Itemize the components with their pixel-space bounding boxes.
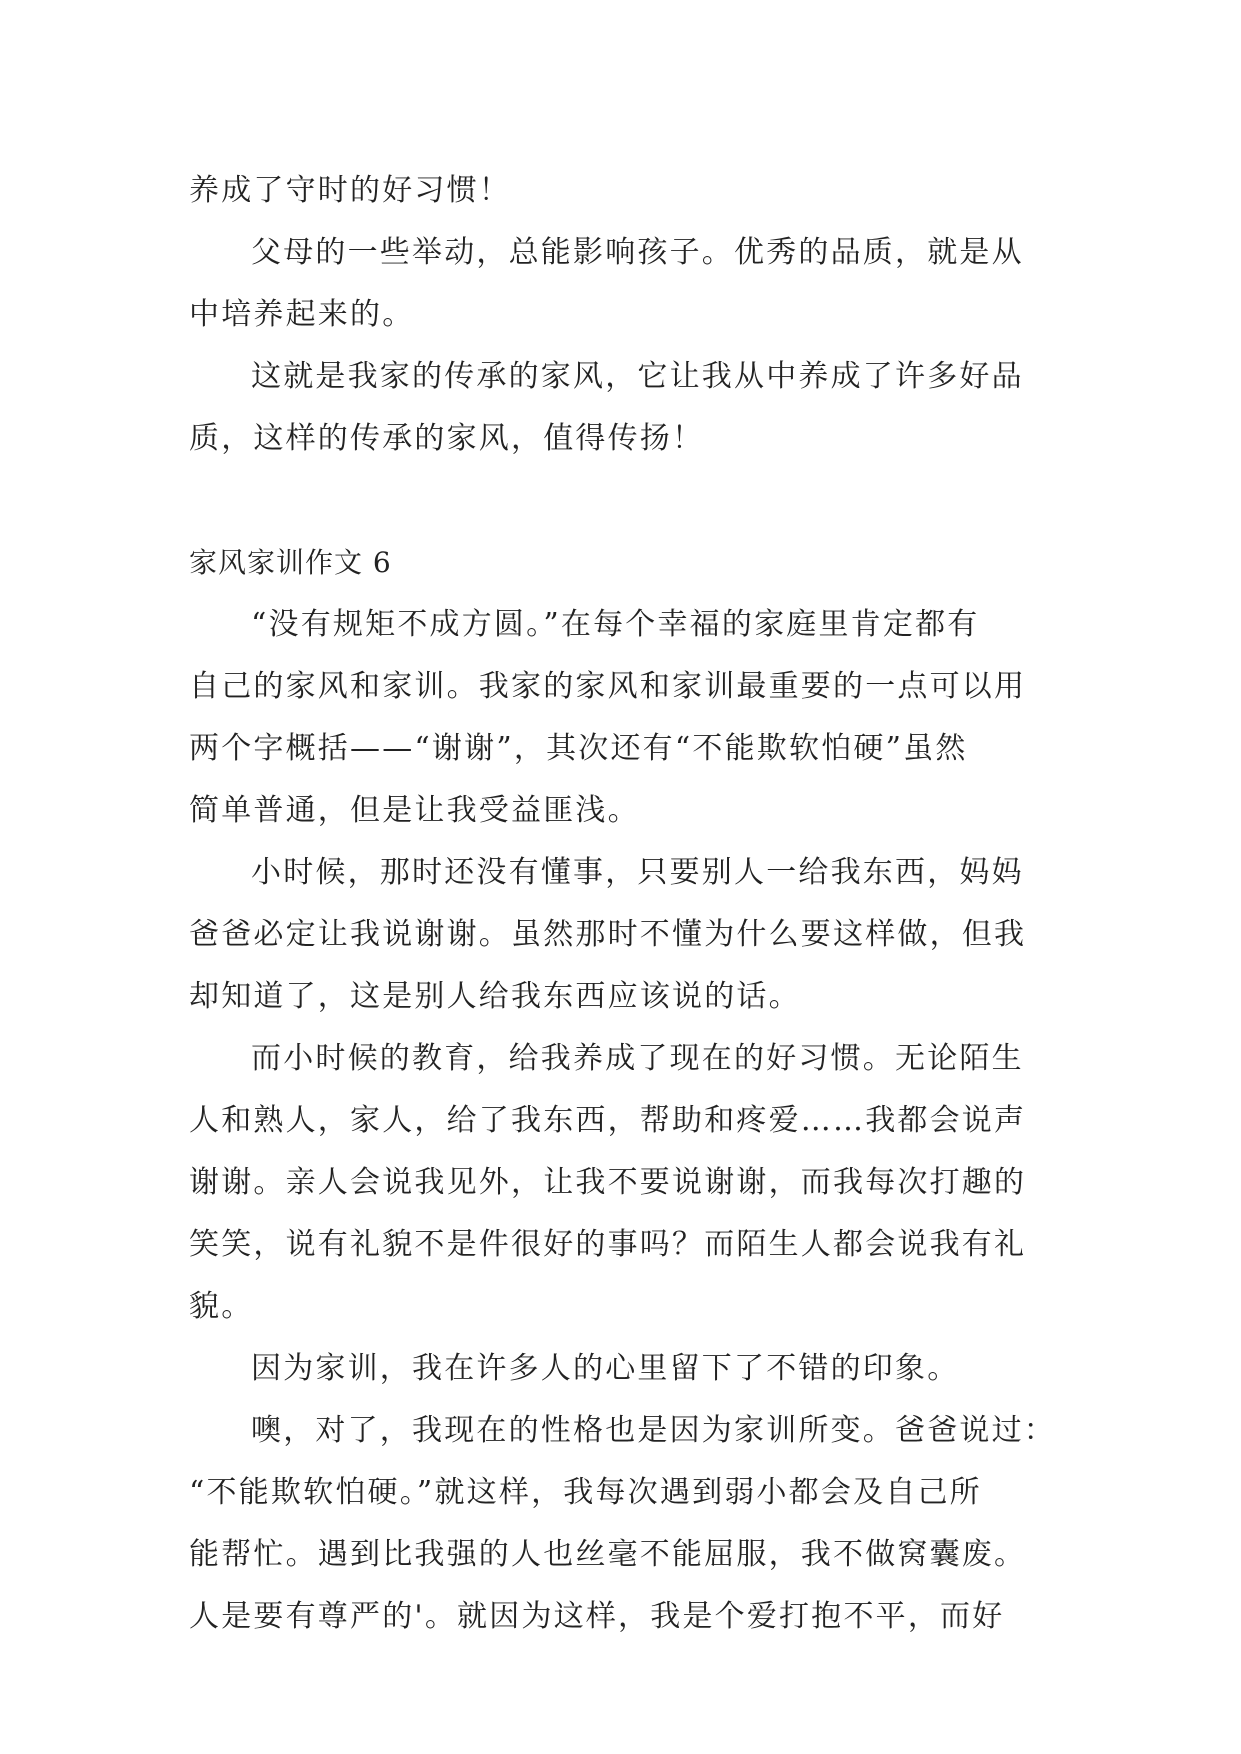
paragraph-parents-influence (189, 222, 1069, 346)
text-line: 小时候，那时还没有懂事，只要别人一给我东西，妈妈 (251, 855, 1024, 890)
paragraph-rules (189, 594, 1069, 842)
text-line: 简单普通，但是让我受益匪浅。 (189, 793, 640, 828)
text-line: 能帮忙。遇到比我强的人也丝毫不能屈服，我不做窝囊废。 (189, 1537, 1027, 1572)
text-line: 噢，对了，我现在的性格也是因为家训所变。爸爸说过： (251, 1413, 1056, 1448)
text-line: 因为家训，我在许多人的心里留下了不错的印象。 (251, 1351, 960, 1386)
text-line: 中培养起来的。 (189, 297, 415, 332)
document-page (189, 160, 1069, 1648)
text-line: 两个字概括——“谢谢”，其次还有“不能欺软怕硬”虽然 (189, 731, 968, 766)
essay-heading: 家风家训作文 6 (189, 546, 392, 579)
paragraph-personality (189, 1400, 1069, 1648)
paragraph-continued (189, 160, 1069, 222)
text-line: 质，这样的传承的家风，值得传扬！ (189, 421, 705, 456)
text-line: 貌。 (189, 1289, 254, 1324)
text-line: 人是要有尊严的'。就因为这样，我是个爱打抱不平，而好 (189, 1599, 1005, 1634)
text-line: 这就是我家的传承的家风，它让我从中养成了许多好品 (251, 359, 1024, 394)
text-line: 养成了守时的好习惯！ (189, 173, 511, 208)
text-line: “不能欺软怕硬。”就这样，我每次遇到弱小都会及自己所 (189, 1475, 982, 1510)
text-line: 爸爸必定让我说谢谢。虽然那时不懂为什么要这样做，但我 (189, 917, 1027, 952)
text-line: 而小时候的教育，给我养成了现在的好习惯。无论陌生 (251, 1041, 1024, 1076)
text-line: 父母的一些举动，总能影响孩子。优秀的品质，就是从 (251, 235, 1024, 270)
text-line: 人和熟人，家人，给了我东西，帮助和疼爱……我都会说声 (189, 1103, 1027, 1138)
paragraph-education (189, 1028, 1069, 1338)
section-gap (189, 470, 1069, 532)
text-line: 笑笑，说有礼貌不是件很好的事吗？而陌生人都会说我有礼 (189, 1227, 1027, 1262)
text-line: 却知道了，这是别人给我东西应该说的话。 (189, 979, 801, 1014)
paragraph-childhood (189, 842, 1069, 1028)
text-line: 谢谢。亲人会说我见外，让我不要说谢谢，而我每次打趣的 (189, 1165, 1027, 1200)
text-line: “没有规矩不成方圆。”在每个幸福的家庭里肯定都有 (251, 607, 980, 642)
paragraph-impression (189, 1338, 1069, 1400)
paragraph-family-tradition (189, 346, 1069, 470)
text-line: 自己的家风和家训。我家的家风和家训最重要的一点可以用 (189, 669, 1027, 704)
